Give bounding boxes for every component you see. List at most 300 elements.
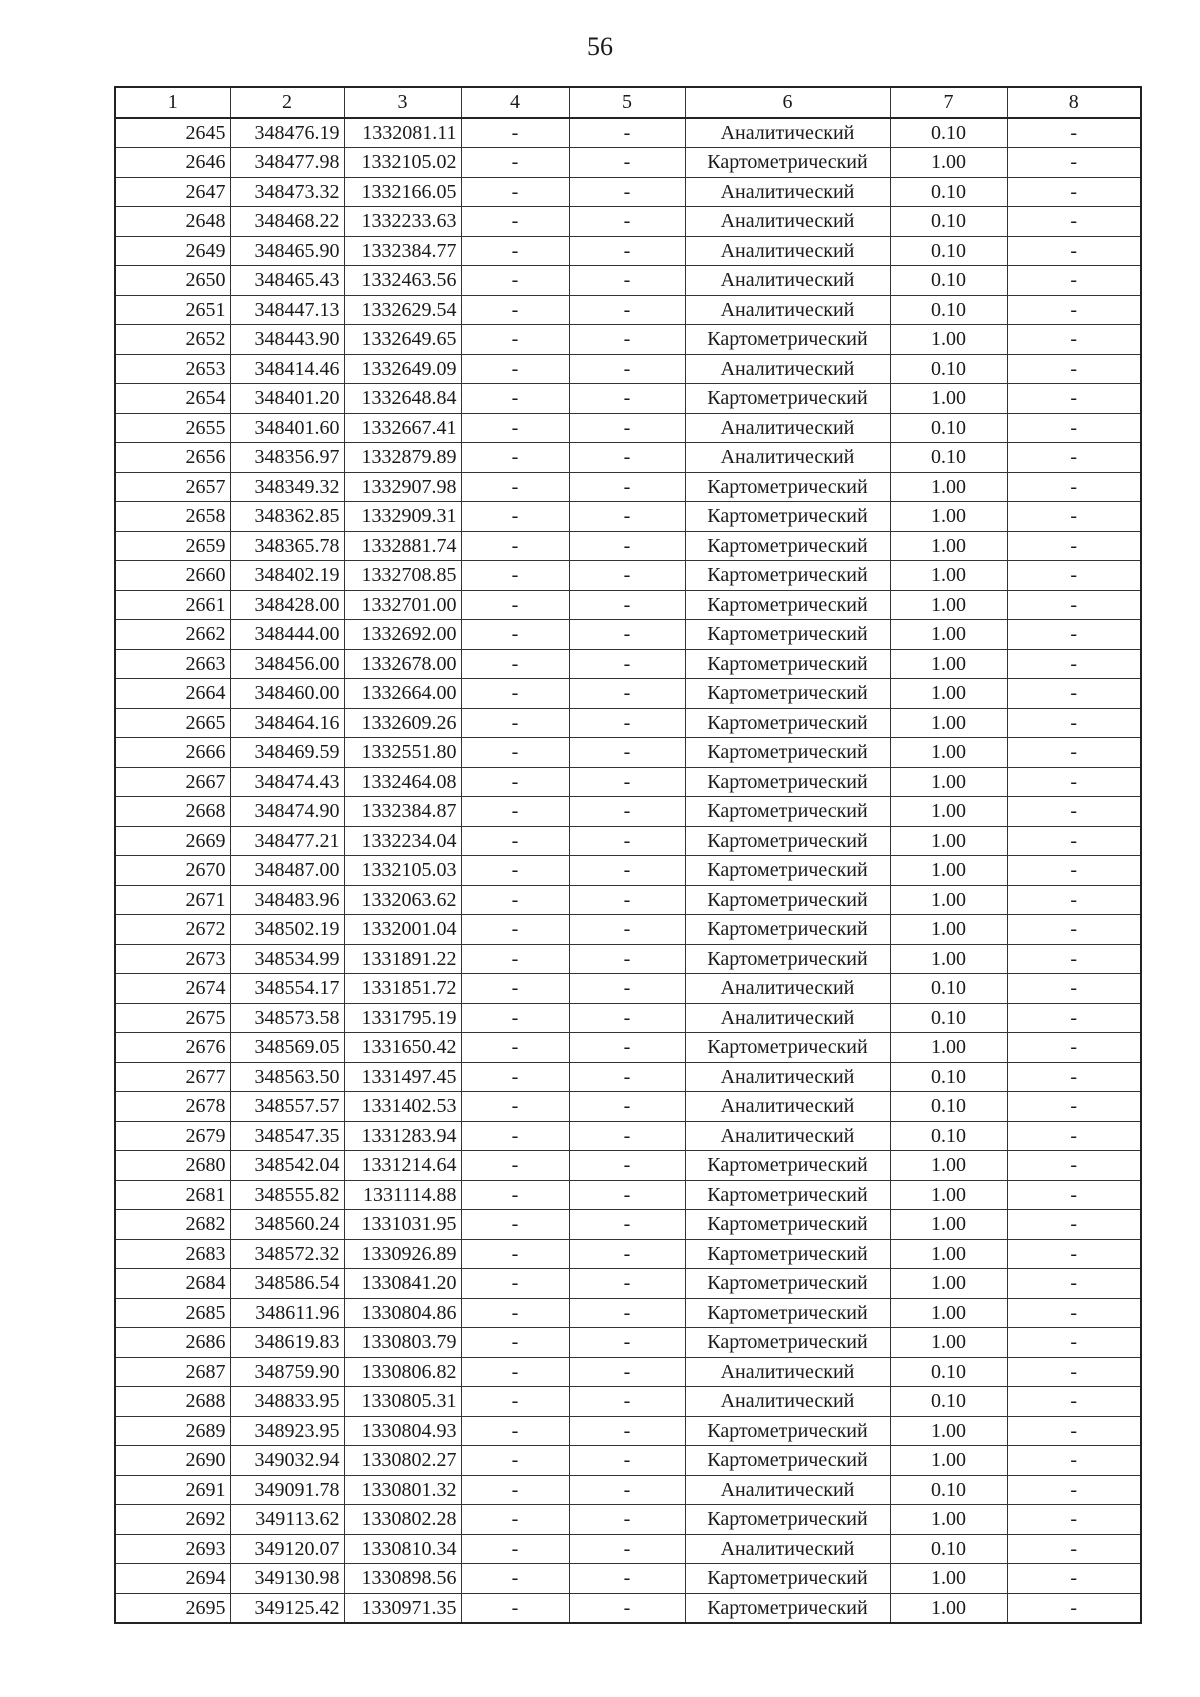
accuracy-cell: 0.10	[890, 974, 1007, 1004]
column-4-cell: -	[461, 1475, 569, 1505]
accuracy-cell: 0.10	[890, 266, 1007, 296]
x-coordinate-cell: 349130.98	[230, 1564, 344, 1594]
column-8-cell: -	[1007, 1593, 1141, 1623]
column-5-cell: -	[569, 443, 685, 473]
y-coordinate-cell: 1332081.11	[344, 118, 461, 148]
table-row	[115, 590, 1141, 620]
method-cell: Картометрический	[685, 502, 890, 532]
method-cell: Аналитический	[685, 295, 890, 325]
column-5-cell: -	[569, 649, 685, 679]
column-5-cell: -	[569, 207, 685, 237]
method-cell: Картометрический	[685, 1446, 890, 1476]
column-5-cell: -	[569, 1505, 685, 1535]
column-4-cell: -	[461, 443, 569, 473]
coordinates-table	[114, 86, 1142, 1624]
y-coordinate-cell: 1331402.53	[344, 1092, 461, 1122]
x-coordinate-cell: 349125.42	[230, 1593, 344, 1623]
table-row	[115, 944, 1141, 974]
accuracy-cell: 1.00	[890, 1180, 1007, 1210]
accuracy-cell: 1.00	[890, 1269, 1007, 1299]
column-5-cell: -	[569, 1269, 685, 1299]
accuracy-cell: 0.10	[890, 1092, 1007, 1122]
column-5-cell: -	[569, 413, 685, 443]
column-5-cell: -	[569, 266, 685, 296]
method-cell: Картометрический	[685, 561, 890, 591]
method-cell: Картометрический	[685, 1151, 890, 1181]
point-number-cell: 2690	[115, 1446, 230, 1476]
x-coordinate-cell: 348611.96	[230, 1298, 344, 1328]
point-number-cell: 2687	[115, 1357, 230, 1387]
accuracy-cell: 0.10	[890, 354, 1007, 384]
x-coordinate-cell: 348447.13	[230, 295, 344, 325]
accuracy-cell: 1.00	[890, 885, 1007, 915]
point-number-cell: 2679	[115, 1121, 230, 1151]
y-coordinate-cell: 1331650.42	[344, 1033, 461, 1063]
x-coordinate-cell: 348833.95	[230, 1387, 344, 1417]
point-number-cell: 2694	[115, 1564, 230, 1594]
method-cell: Картометрический	[685, 1328, 890, 1358]
accuracy-cell: 1.00	[890, 620, 1007, 650]
method-cell: Картометрический	[685, 531, 890, 561]
column-5-cell: -	[569, 826, 685, 856]
method-cell: Картометрический	[685, 1269, 890, 1299]
page-number: 56	[587, 32, 613, 61]
column-8-cell: -	[1007, 1180, 1141, 1210]
accuracy-cell: 1.00	[890, 797, 1007, 827]
accuracy-cell: 0.10	[890, 118, 1007, 148]
x-coordinate-cell: 348362.85	[230, 502, 344, 532]
table-row	[115, 1180, 1141, 1210]
column-8-cell: -	[1007, 207, 1141, 237]
y-coordinate-cell: 1330804.93	[344, 1416, 461, 1446]
accuracy-cell: 1.00	[890, 1416, 1007, 1446]
column-5-cell: -	[569, 472, 685, 502]
y-coordinate-cell: 1332649.09	[344, 354, 461, 384]
table-row	[115, 1062, 1141, 1092]
x-coordinate-cell: 349032.94	[230, 1446, 344, 1476]
table-row	[115, 472, 1141, 502]
column-4-cell: -	[461, 531, 569, 561]
method-cell: Картометрический	[685, 767, 890, 797]
accuracy-cell: 1.00	[890, 738, 1007, 768]
column-4-cell: -	[461, 797, 569, 827]
y-coordinate-cell: 1330801.32	[344, 1475, 461, 1505]
y-coordinate-cell: 1332881.74	[344, 531, 461, 561]
table-header	[115, 87, 1141, 118]
method-cell: Аналитический	[685, 974, 890, 1004]
x-coordinate-cell: 348554.17	[230, 974, 344, 1004]
y-coordinate-cell: 1331891.22	[344, 944, 461, 974]
column-4-cell: -	[461, 1564, 569, 1594]
point-number-cell: 2648	[115, 207, 230, 237]
column-8-cell: -	[1007, 1092, 1141, 1122]
table-row	[115, 1357, 1141, 1387]
point-number-cell: 2663	[115, 649, 230, 679]
method-cell: Картометрический	[685, 738, 890, 768]
column-8-cell: -	[1007, 384, 1141, 414]
column-4-cell: -	[461, 1505, 569, 1535]
y-coordinate-cell: 1332879.89	[344, 443, 461, 473]
column-4-cell: -	[461, 207, 569, 237]
accuracy-cell: 1.00	[890, 1151, 1007, 1181]
column-header: 7	[890, 87, 1007, 118]
method-cell: Картометрический	[685, 148, 890, 178]
column-4-cell: -	[461, 856, 569, 886]
y-coordinate-cell: 1332609.26	[344, 708, 461, 738]
column-5-cell: -	[569, 384, 685, 414]
method-cell: Картометрический	[685, 797, 890, 827]
column-8-cell: -	[1007, 354, 1141, 384]
accuracy-cell: 1.00	[890, 1564, 1007, 1594]
accuracy-cell: 0.10	[890, 1387, 1007, 1417]
method-cell: Картометрический	[685, 885, 890, 915]
point-number-cell: 2695	[115, 1593, 230, 1623]
column-5-cell: -	[569, 1328, 685, 1358]
point-number-cell: 2647	[115, 177, 230, 207]
column-8-cell: -	[1007, 590, 1141, 620]
column-4-cell: -	[461, 1416, 569, 1446]
column-4-cell: -	[461, 826, 569, 856]
method-cell: Картометрический	[685, 1239, 890, 1269]
column-4-cell: -	[461, 266, 569, 296]
y-coordinate-cell: 1332463.56	[344, 266, 461, 296]
accuracy-cell: 1.00	[890, 384, 1007, 414]
point-number-cell: 2658	[115, 502, 230, 532]
column-4-cell: -	[461, 738, 569, 768]
method-cell: Аналитический	[685, 177, 890, 207]
point-number-cell: 2659	[115, 531, 230, 561]
method-cell: Картометрический	[685, 944, 890, 974]
column-5-cell: -	[569, 1033, 685, 1063]
x-coordinate-cell: 348476.19	[230, 118, 344, 148]
point-number-cell: 2664	[115, 679, 230, 709]
accuracy-cell: 1.00	[890, 148, 1007, 178]
method-cell: Картометрический	[685, 325, 890, 355]
table-row	[115, 679, 1141, 709]
column-4-cell: -	[461, 384, 569, 414]
table-row	[115, 266, 1141, 296]
accuracy-cell: 1.00	[890, 561, 1007, 591]
x-coordinate-cell: 349091.78	[230, 1475, 344, 1505]
point-number-cell: 2688	[115, 1387, 230, 1417]
y-coordinate-cell: 1332692.00	[344, 620, 461, 650]
column-5-cell: -	[569, 1446, 685, 1476]
accuracy-cell: 0.10	[890, 413, 1007, 443]
point-number-cell: 2680	[115, 1151, 230, 1181]
x-coordinate-cell: 348557.57	[230, 1092, 344, 1122]
y-coordinate-cell: 1330898.56	[344, 1564, 461, 1594]
method-cell: Картометрический	[685, 1210, 890, 1240]
column-5-cell: -	[569, 502, 685, 532]
accuracy-cell: 1.00	[890, 472, 1007, 502]
column-8-cell: -	[1007, 797, 1141, 827]
point-number-cell: 2672	[115, 915, 230, 945]
column-8-cell: -	[1007, 1564, 1141, 1594]
x-coordinate-cell: 348569.05	[230, 1033, 344, 1063]
column-8-cell: -	[1007, 1121, 1141, 1151]
column-5-cell: -	[569, 1092, 685, 1122]
column-5-cell: -	[569, 738, 685, 768]
column-4-cell: -	[461, 472, 569, 502]
table-row	[115, 1121, 1141, 1151]
x-coordinate-cell: 348460.00	[230, 679, 344, 709]
accuracy-cell: 0.10	[890, 236, 1007, 266]
method-cell: Картометрический	[685, 1505, 890, 1535]
point-number-cell: 2668	[115, 797, 230, 827]
column-8-cell: -	[1007, 502, 1141, 532]
accuracy-cell: 1.00	[890, 649, 1007, 679]
column-8-cell: -	[1007, 649, 1141, 679]
accuracy-cell: 1.00	[890, 767, 1007, 797]
point-number-cell: 2693	[115, 1534, 230, 1564]
column-8-cell: -	[1007, 413, 1141, 443]
y-coordinate-cell: 1330805.31	[344, 1387, 461, 1417]
column-8-cell: -	[1007, 974, 1141, 1004]
x-coordinate-cell: 348428.00	[230, 590, 344, 620]
column-4-cell: -	[461, 1593, 569, 1623]
column-5-cell: -	[569, 118, 685, 148]
x-coordinate-cell: 348477.21	[230, 826, 344, 856]
table-row	[115, 974, 1141, 1004]
table-row	[115, 1003, 1141, 1033]
column-8-cell: -	[1007, 915, 1141, 945]
table-row	[115, 443, 1141, 473]
x-coordinate-cell: 348465.90	[230, 236, 344, 266]
column-8-cell: -	[1007, 1151, 1141, 1181]
y-coordinate-cell: 1332464.08	[344, 767, 461, 797]
y-coordinate-cell: 1332384.87	[344, 797, 461, 827]
x-coordinate-cell: 348365.78	[230, 531, 344, 561]
accuracy-cell: 0.10	[890, 1357, 1007, 1387]
column-4-cell: -	[461, 1328, 569, 1358]
y-coordinate-cell: 1332166.05	[344, 177, 461, 207]
point-number-cell: 2662	[115, 620, 230, 650]
x-coordinate-cell: 348443.90	[230, 325, 344, 355]
table-row	[115, 561, 1141, 591]
x-coordinate-cell: 348474.43	[230, 767, 344, 797]
x-coordinate-cell: 348402.19	[230, 561, 344, 591]
y-coordinate-cell: 1332063.62	[344, 885, 461, 915]
y-coordinate-cell: 1332648.84	[344, 384, 461, 414]
table-row	[115, 207, 1141, 237]
method-cell: Картометрический	[685, 1180, 890, 1210]
column-5-cell: -	[569, 1298, 685, 1328]
method-cell: Картометрический	[685, 1593, 890, 1623]
column-8-cell: -	[1007, 767, 1141, 797]
table-row	[115, 1475, 1141, 1505]
x-coordinate-cell: 348474.90	[230, 797, 344, 827]
column-5-cell: -	[569, 856, 685, 886]
column-8-cell: -	[1007, 1446, 1141, 1476]
column-5-cell: -	[569, 590, 685, 620]
accuracy-cell: 0.10	[890, 1121, 1007, 1151]
method-cell: Аналитический	[685, 1003, 890, 1033]
column-5-cell: -	[569, 974, 685, 1004]
x-coordinate-cell: 348349.32	[230, 472, 344, 502]
column-4-cell: -	[461, 1151, 569, 1181]
column-4-cell: -	[461, 1003, 569, 1033]
column-5-cell: -	[569, 708, 685, 738]
table-row	[115, 295, 1141, 325]
column-8-cell: -	[1007, 826, 1141, 856]
y-coordinate-cell: 1332105.02	[344, 148, 461, 178]
column-4-cell: -	[461, 1180, 569, 1210]
column-8-cell: -	[1007, 1210, 1141, 1240]
table-row	[115, 531, 1141, 561]
y-coordinate-cell: 1332384.77	[344, 236, 461, 266]
y-coordinate-cell: 1332105.03	[344, 856, 461, 886]
x-coordinate-cell: 348534.99	[230, 944, 344, 974]
method-cell: Аналитический	[685, 1121, 890, 1151]
column-4-cell: -	[461, 1210, 569, 1240]
column-8-cell: -	[1007, 1239, 1141, 1269]
x-coordinate-cell: 348401.60	[230, 413, 344, 443]
column-8-cell: -	[1007, 1534, 1141, 1564]
method-cell: Картометрический	[685, 1033, 890, 1063]
column-4-cell: -	[461, 679, 569, 709]
table-row	[115, 1416, 1141, 1446]
table-row	[115, 502, 1141, 532]
accuracy-cell: 1.00	[890, 708, 1007, 738]
point-number-cell: 2657	[115, 472, 230, 502]
table-row	[115, 708, 1141, 738]
column-8-cell: -	[1007, 443, 1141, 473]
table-row	[115, 1151, 1141, 1181]
x-coordinate-cell: 348560.24	[230, 1210, 344, 1240]
method-cell: Аналитический	[685, 1475, 890, 1505]
table-row	[115, 1210, 1141, 1240]
y-coordinate-cell: 1330841.20	[344, 1269, 461, 1299]
point-number-cell: 2671	[115, 885, 230, 915]
x-coordinate-cell: 348502.19	[230, 915, 344, 945]
x-coordinate-cell: 348619.83	[230, 1328, 344, 1358]
column-8-cell: -	[1007, 561, 1141, 591]
method-cell: Аналитический	[685, 1062, 890, 1092]
column-5-cell: -	[569, 915, 685, 945]
table-row	[115, 1446, 1141, 1476]
table-row	[115, 1269, 1141, 1299]
table-row	[115, 1534, 1141, 1564]
table-row	[115, 148, 1141, 178]
table-row	[115, 620, 1141, 650]
column-5-cell: -	[569, 944, 685, 974]
column-8-cell: -	[1007, 177, 1141, 207]
column-4-cell: -	[461, 1387, 569, 1417]
y-coordinate-cell: 1332664.00	[344, 679, 461, 709]
point-number-cell: 2689	[115, 1416, 230, 1446]
accuracy-cell: 1.00	[890, 1239, 1007, 1269]
column-5-cell: -	[569, 295, 685, 325]
x-coordinate-cell: 348555.82	[230, 1180, 344, 1210]
method-cell: Аналитический	[685, 118, 890, 148]
accuracy-cell: 1.00	[890, 1505, 1007, 1535]
column-header: 4	[461, 87, 569, 118]
column-5-cell: -	[569, 325, 685, 355]
column-8-cell: -	[1007, 708, 1141, 738]
table-row	[115, 177, 1141, 207]
method-cell: Картометрический	[685, 1564, 890, 1594]
header-row	[115, 87, 1141, 118]
point-number-cell: 2677	[115, 1062, 230, 1092]
column-8-cell: -	[1007, 1357, 1141, 1387]
table-body	[115, 118, 1141, 1624]
column-5-cell: -	[569, 236, 685, 266]
column-4-cell: -	[461, 1062, 569, 1092]
column-4-cell: -	[461, 708, 569, 738]
column-4-cell: -	[461, 620, 569, 650]
y-coordinate-cell: 1330804.86	[344, 1298, 461, 1328]
y-coordinate-cell: 1332909.31	[344, 502, 461, 532]
accuracy-cell: 0.10	[890, 1475, 1007, 1505]
column-8-cell: -	[1007, 531, 1141, 561]
column-4-cell: -	[461, 1033, 569, 1063]
column-8-cell: -	[1007, 885, 1141, 915]
column-5-cell: -	[569, 767, 685, 797]
column-5-cell: -	[569, 354, 685, 384]
y-coordinate-cell: 1331497.45	[344, 1062, 461, 1092]
table-row	[115, 649, 1141, 679]
x-coordinate-cell: 349120.07	[230, 1534, 344, 1564]
x-coordinate-cell: 348464.16	[230, 708, 344, 738]
column-4-cell: -	[461, 590, 569, 620]
method-cell: Аналитический	[685, 1357, 890, 1387]
point-number-cell: 2676	[115, 1033, 230, 1063]
column-4-cell: -	[461, 177, 569, 207]
column-header: 2	[230, 87, 344, 118]
y-coordinate-cell: 1331214.64	[344, 1151, 461, 1181]
x-coordinate-cell: 348563.50	[230, 1062, 344, 1092]
column-4-cell: -	[461, 1092, 569, 1122]
point-number-cell: 2674	[115, 974, 230, 1004]
table-row	[115, 826, 1141, 856]
column-5-cell: -	[569, 1210, 685, 1240]
method-cell: Аналитический	[685, 354, 890, 384]
accuracy-cell: 1.00	[890, 826, 1007, 856]
x-coordinate-cell: 348469.59	[230, 738, 344, 768]
x-coordinate-cell: 348542.04	[230, 1151, 344, 1181]
point-number-cell: 2682	[115, 1210, 230, 1240]
column-5-cell: -	[569, 679, 685, 709]
point-number-cell: 2645	[115, 118, 230, 148]
accuracy-cell: 0.10	[890, 443, 1007, 473]
column-header: 8	[1007, 87, 1141, 118]
table-row	[115, 325, 1141, 355]
x-coordinate-cell: 348468.22	[230, 207, 344, 237]
column-8-cell: -	[1007, 1269, 1141, 1299]
column-4-cell: -	[461, 1121, 569, 1151]
column-8-cell: -	[1007, 236, 1141, 266]
accuracy-cell: 1.00	[890, 1446, 1007, 1476]
x-coordinate-cell: 348572.32	[230, 1239, 344, 1269]
point-number-cell: 2654	[115, 384, 230, 414]
column-5-cell: -	[569, 1121, 685, 1151]
column-4-cell: -	[461, 1269, 569, 1299]
method-cell: Аналитический	[685, 1092, 890, 1122]
x-coordinate-cell: 348414.46	[230, 354, 344, 384]
point-number-cell: 2684	[115, 1269, 230, 1299]
column-8-cell: -	[1007, 856, 1141, 886]
accuracy-cell: 1.00	[890, 944, 1007, 974]
point-number-cell: 2646	[115, 148, 230, 178]
method-cell: Картометрический	[685, 708, 890, 738]
column-5-cell: -	[569, 1003, 685, 1033]
point-number-cell: 2691	[115, 1475, 230, 1505]
column-8-cell: -	[1007, 148, 1141, 178]
point-number-cell: 2665	[115, 708, 230, 738]
column-8-cell: -	[1007, 1416, 1141, 1446]
accuracy-cell: 1.00	[890, 1210, 1007, 1240]
method-cell: Аналитический	[685, 1534, 890, 1564]
